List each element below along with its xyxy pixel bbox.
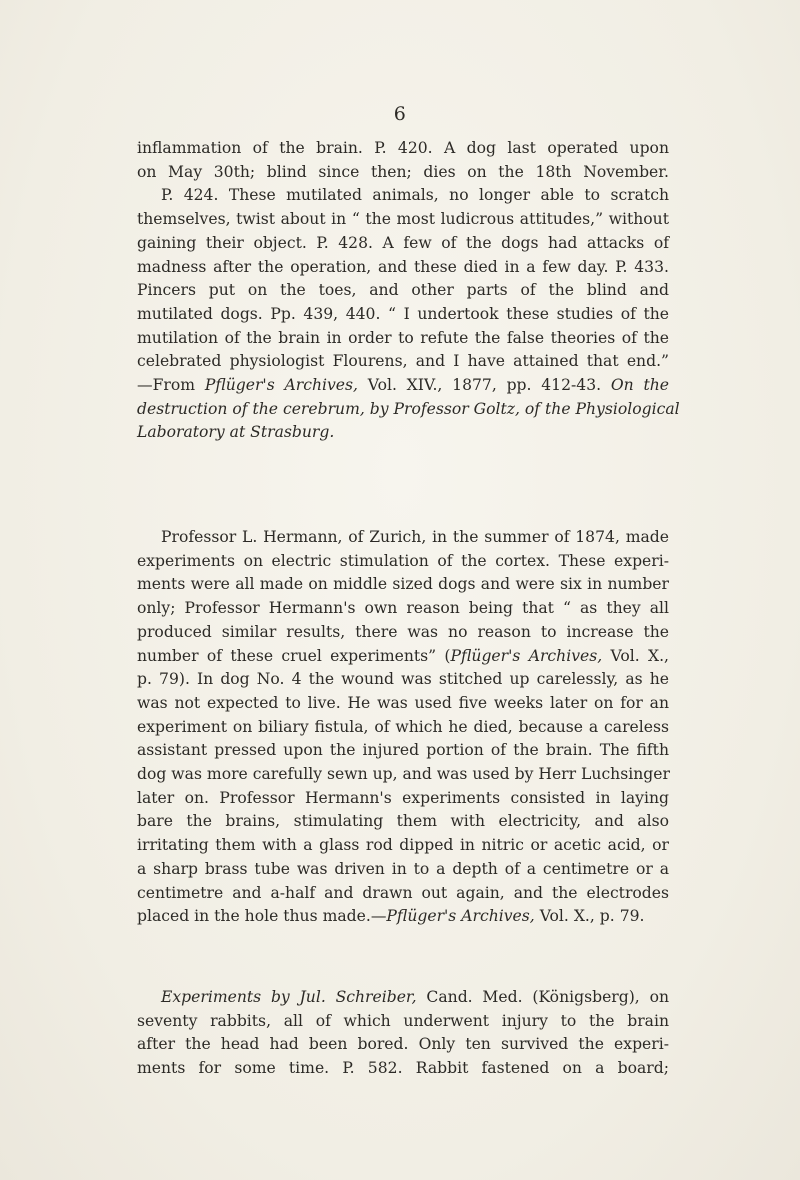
citation-title-line: destruction of the cerebrum, by Professor Goltz, of the Physiological	[137, 399, 680, 418]
text-line: P. 424. These mutilated animals, no longer able to scratch	[161, 186, 669, 205]
text-line: experiments on electric stimulation of the cortex. These experi-	[137, 551, 669, 570]
text-line: mutilation of the brain in order to refute the false theories of the	[137, 328, 669, 347]
text-line: after the head had been bored. Only ten survived the experi-	[137, 1035, 669, 1054]
text-line: only; Professor Hermann's own reason being that “ as they all	[137, 599, 669, 618]
text-line: centimetre and a-half and drawn out again, and the electrodes	[137, 883, 669, 902]
text-line: experiment on biliary fistula, of which he died, because a careless	[137, 717, 669, 736]
page-number: 6	[393, 103, 407, 125]
citation-title-end: Laboratory at Strasburg.	[137, 423, 335, 442]
text-line: themselves, twist about in “ the most ludicrous attitudes,” without	[137, 210, 669, 229]
text-line: mutilated dogs. Pp. 439, 440. “ I undertook these studies of the	[137, 304, 669, 323]
text-line: p. 79). In dog No. 4 the wound was stitched up carelessly, as he	[137, 670, 669, 689]
experiment-heading: Experiments by Jul. Schreiber,	[161, 988, 417, 1006]
text-line: celebrated physiologist Flourens, and I have attained that end.”	[137, 352, 669, 371]
text-line: gaining their object. P. 428. A few of the dogs had attacks of	[137, 233, 669, 252]
text-line: was not expected to live. He was used five weeks later on for an	[137, 693, 669, 712]
text-line: dog was more carefully sewn up, and was used by Herr Luchsinger	[137, 765, 670, 784]
citation-volume: Vol. X.,	[602, 646, 669, 665]
text-segment: number of these cruel experiments” (	[137, 646, 451, 665]
heading-line	[137, 986, 669, 1010]
citation-journal: Pflüger's Archives,	[386, 907, 535, 926]
paragraph-1	[137, 137, 680, 445]
text-line: seventy rabbits, all of which underwent injury to the brain	[137, 1011, 669, 1030]
heading-rest: Cand. Med. (Königsberg), on	[416, 988, 669, 1006]
citation-volume: Vol. XIV., 1877, pp. 412-43.	[357, 376, 611, 395]
citation-journal: Pflüger's Archives,	[450, 646, 603, 665]
paragraph-2	[137, 526, 669, 929]
text-line: madness after the operation, and these died in a few day. P. 433.	[137, 257, 669, 276]
citation-title-start: On the	[610, 376, 670, 395]
text-line: later on. Professor Hermann's experiments consisted in laying	[137, 788, 669, 807]
citation-line	[137, 374, 669, 398]
text-segment: placed in the hole thus made.—	[137, 907, 387, 926]
text-line: inflammation of the brain. P. 420. A dog last operated upon	[137, 139, 669, 157]
citation-volume: Vol. X., p. 79.	[534, 907, 645, 926]
text-line: ments were all made on middle sized dogs and were six in number	[137, 575, 669, 594]
citation-line	[137, 645, 669, 669]
text-line: ments for some time. P. 582. Rabbit fastened on a board;	[137, 1059, 669, 1078]
text-line: irritating them with a glass rod dipped in nitric or acetic acid, or	[137, 836, 669, 855]
text-line: a sharp brass tube was driven in to a depth of a centimetre or a	[137, 859, 669, 878]
paragraph-3	[137, 986, 669, 1081]
citation-journal: Pflüger's Archives,	[204, 376, 358, 395]
text-line: Pincers put on the toes, and other parts of the blind and	[137, 281, 669, 300]
citation-prefix: —From	[137, 376, 205, 395]
text-line: bare the brains, stimulating them with electricity, and also	[137, 812, 669, 831]
text-line: assistant pressed upon the injured portion of the brain. The fifth	[137, 741, 669, 760]
text-line: on May 30th; blind since then; dies on the 18th November.	[137, 162, 669, 181]
text-line: produced similar results, there was no reason to increase the	[137, 622, 669, 641]
text-line: Professor L. Hermann, of Zurich, in the summer of 1874, made	[161, 528, 669, 546]
citation-line	[137, 905, 669, 929]
